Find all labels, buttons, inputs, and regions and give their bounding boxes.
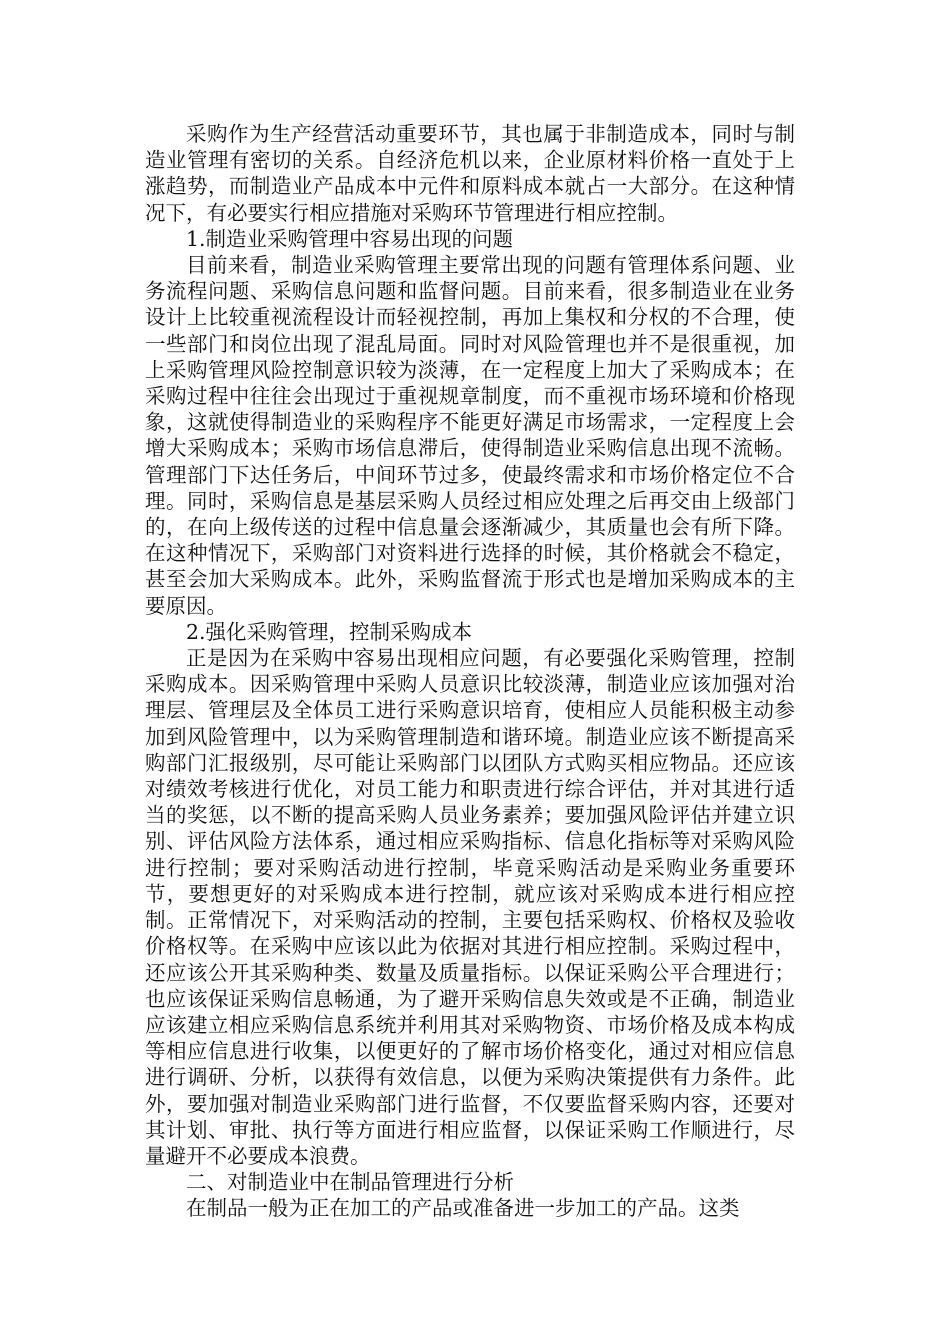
section-heading-2: 2.强化采购管理，控制采购成本 bbox=[186, 619, 473, 644]
paragraph-intro: 采购作为生产经营活动重要环节，其也属于非制造成本，同时与制造业管理有密切的关系。自经济危机以来，企业原材料价格一直处于上涨趋势，而制造业产品成本中元件和原料成本就占一大部分。在这种情况下，有必要实行相应措施对采购环节管理进行相应控制。 bbox=[145, 122, 795, 225]
paragraph-wip: 在制品一般为正在加工的产品或准备进一步加工的产品。这类 bbox=[186, 1196, 740, 1221]
section-heading-wip: 二、对制造业中在制品管理进行分析 bbox=[186, 1170, 514, 1195]
paragraph-problems: 目前来看，制造业采购管理主要常出现的问题有管理体系问题、业务流程问题、采购信息问题和监督问题。目前来看，很多制造业在业务设计上比较重视流程设计而轻视控制，再加上集权和分权的不合理，使一些部门和岗位出现了混乱局面。同时对风险管理也并不是很重视，加上采购管理风险控制意识较为淡薄，在一定程度上加大了采购成本；在采购过程中往往会出现过于重视规章制度，而不重视市场环境和价格现象，这就使得制造业的采购程序不能更好满足市场需求，一定程度上会增大采购成本；采购市场信息滞后，使得制造业采购信息出现不流畅。管理部门下达任务后，中间环节过多，使最终需求和市场价格定位不合理。同时，采购信息是基层采购人员经过相应处理之后再交由上级部门的，在向上级传送的过程中信息量会逐渐减少，其质量也会有所下降。在这种情况下，采购部门对资料进行选择的时候，其价格就会不稳定，甚至会加大采购成本。此外，采购监督流于形式也是增加采购成本的主要原因。 bbox=[145, 253, 795, 618]
paragraph-strengthen: 正是因为在采购中容易出现相应问题，有必要强化采购管理，控制采购成本。因采购管理中采购人员意识比较淡薄，制造业应该加强对治理层、管理层及全体员工进行采购意识培育，使相应人员能积极主动参加到风险管理中，以为采购管理制造和谐环境。制造业应该不断提高采购部门汇报级别，尽可能让采购部门以团队方式购买相应物品。还应该对绩效考核进行优化，对员工能力和职责进行综合评估，并对其进行适当的奖惩，以不断的提高采购人员业务素养；要加强风险评估并建立识别、评估风险方法体系，通过相应采购指标、信息化指标等对采购风险进行控制；要对采购活动进行控制，毕竟采购活动是采购业务重要环节，要想更好的对采购成本进行控制，就应该对采购成本进行相应控制。正常情况下，对采购活动的控制，主要包括采购权、价格权及验收价格权等。在采购中应该以此为依据对其进行相应控制。采购过程中，还应该公开其采购种类、数量及质量指标。以保证采购公平合理进行；也应该保证采购信息畅通，为了避开采购信息失效或是不正确，制造业应该建立相应采购信息系统并利用其对采购物资、市场价格及成本构成等相应信息进行收集，以便更好的了解市场价格变化，通过对相应信息进行调研、分析，以获得有效信息，以便为采购决策提供有力条件。此外，要加强对制造业采购部门进行监督，不仅要监督采购内容，还要对其计划、审批、执行等方面进行相应监督，以保证采购工作顺进行，尽量避开不必要成本浪费。 bbox=[145, 646, 795, 1168]
section-heading-1: 1.制造业采购管理中容易出现的问题 bbox=[186, 226, 514, 251]
document-page bbox=[145, 121, 795, 1222]
